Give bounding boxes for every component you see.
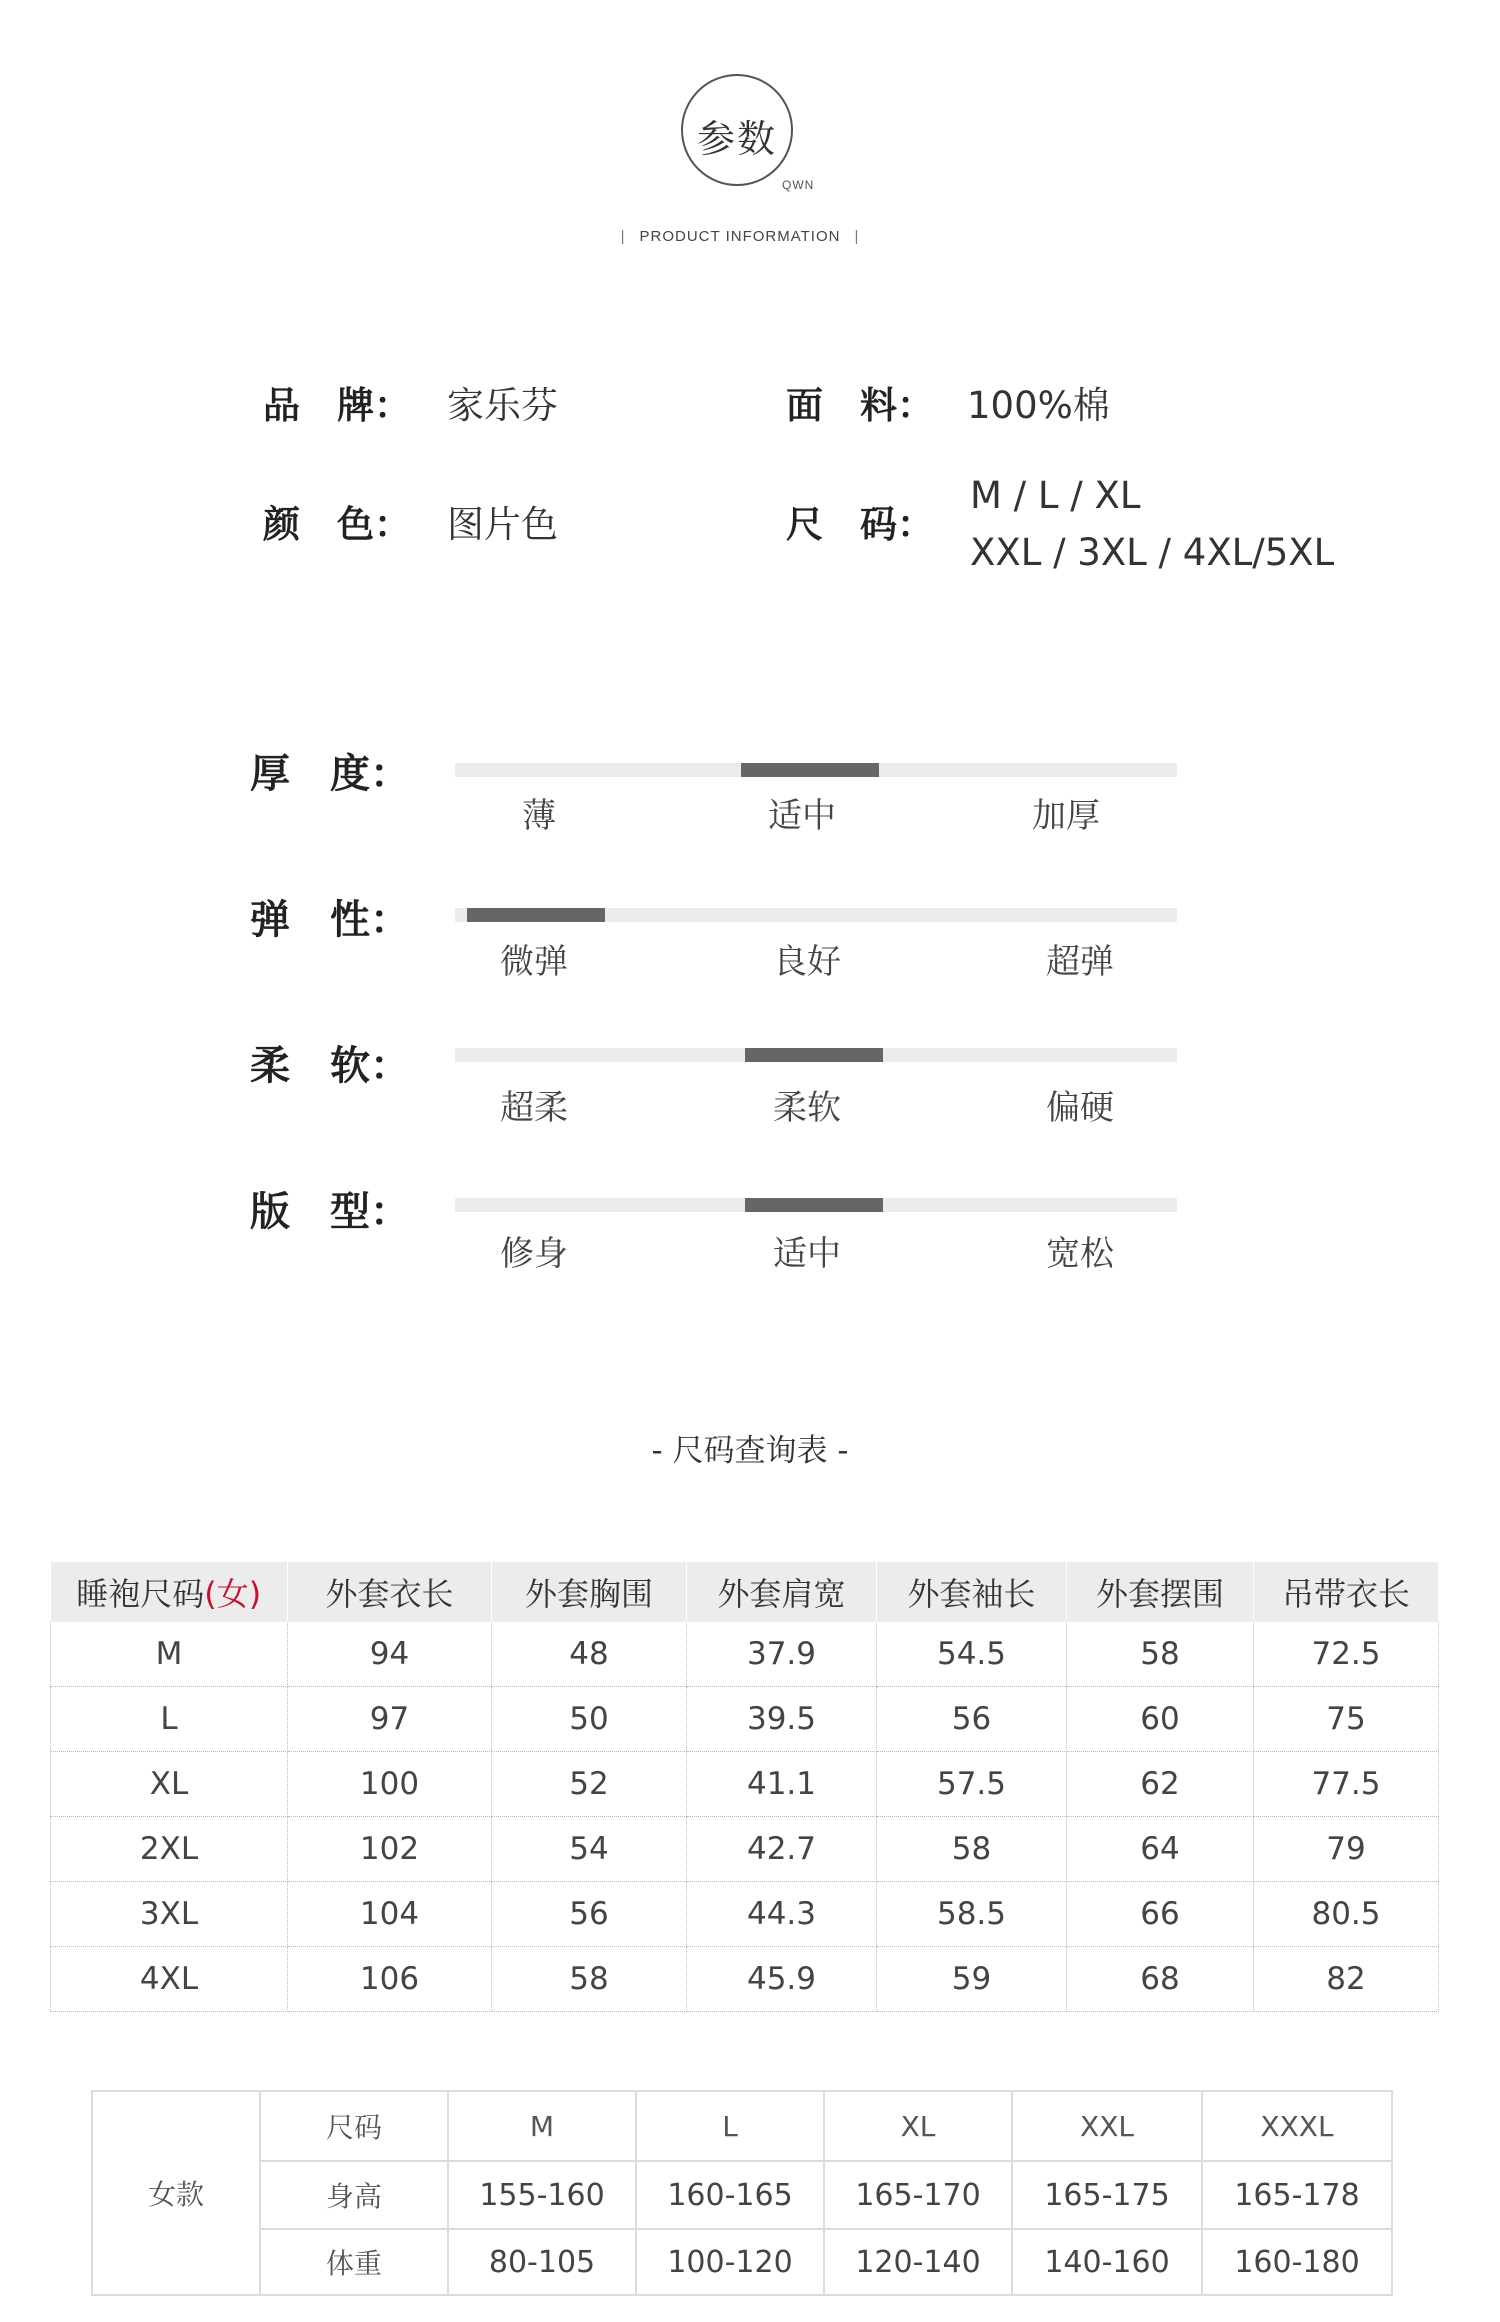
fit-option-2: 适中 — [773, 1234, 841, 1274]
size-chart-cell: 44.3 — [687, 1882, 877, 1947]
size-chart-cell: 41.1 — [687, 1752, 877, 1817]
size-chart-header-row — [51, 1562, 1439, 1622]
fit-cell: 155-160 — [448, 2161, 636, 2229]
size-chart-size-cell: L — [51, 1687, 288, 1752]
size-chart-cell: 54.5 — [877, 1622, 1067, 1687]
header-size-text: 睡袍尺码 — [76, 1575, 205, 1613]
elasticity-label: 弹 性： — [250, 897, 410, 943]
size-chart-cell: 48 — [492, 1622, 687, 1687]
fit-cell: 尺码 — [260, 2091, 448, 2161]
size-value-line2: XXL / 3XL / 4XL/5XL — [970, 531, 1335, 574]
size-chart-cell: 37.9 — [687, 1622, 877, 1687]
size-chart-cell: 77.5 — [1254, 1752, 1439, 1817]
fit-row-weight — [92, 2229, 1392, 2295]
size-chart-cell: 104 — [288, 1882, 492, 1947]
color-value: 图片色 — [447, 503, 558, 546]
fit-cell: M — [448, 2091, 636, 2161]
fit-cell: 80-105 — [448, 2229, 636, 2295]
size-chart-size-cell: 4XL — [51, 1947, 288, 2012]
fit-row-height — [92, 2161, 1392, 2229]
size-chart-cell: 66 — [1067, 1882, 1254, 1947]
thickness-label: 厚 度： — [250, 751, 410, 797]
fit-option-1: 修身 — [500, 1234, 568, 1274]
size-chart-cell: 52 — [492, 1752, 687, 1817]
elasticity-option-3: 超弹 — [1046, 942, 1114, 982]
size-chart-size-cell: 3XL — [51, 1882, 288, 1947]
thickness-option-1: 薄 — [522, 796, 556, 836]
caption-separator-right: | — [854, 228, 860, 245]
size-chart-cell: 58 — [877, 1817, 1067, 1882]
size-chart-cell: 80.5 — [1254, 1882, 1439, 1947]
fit-cell: 体重 — [260, 2229, 448, 2295]
size-chart-cell: 45.9 — [687, 1947, 877, 2012]
size-chart-row — [51, 1687, 1439, 1752]
fit-cell: 165-178 — [1202, 2161, 1392, 2229]
size-chart-cell: 106 — [288, 1947, 492, 2012]
size-chart-cell: 56 — [492, 1882, 687, 1947]
size-chart-cell: 58.5 — [877, 1882, 1067, 1947]
size-chart-row — [51, 1817, 1439, 1882]
fit-cell: 165-175 — [1012, 2161, 1202, 2229]
thickness-option-2: 适中 — [768, 796, 836, 836]
header-coat-shoulder: 外套肩宽 — [687, 1562, 877, 1622]
thickness-marker — [741, 763, 879, 777]
fit-category-women: 女款 — [92, 2091, 260, 2295]
size-chart-cell: 59 — [877, 1947, 1067, 2012]
header-slip-length: 吊带衣长 — [1254, 1562, 1439, 1622]
fabric-value: 100%棉 — [967, 384, 1110, 427]
size-value-line1: M / L / XL — [970, 474, 1141, 517]
fit-guide-table — [91, 2090, 1393, 2296]
size-chart-cell: 72.5 — [1254, 1622, 1439, 1687]
fit-cell: 身高 — [260, 2161, 448, 2229]
fit-row-size — [92, 2091, 1392, 2161]
size-chart-cell: 94 — [288, 1622, 492, 1687]
size-chart-cell: 68 — [1067, 1947, 1254, 2012]
fit-cell: XXL — [1012, 2091, 1202, 2161]
header-coat-hem: 外套摆围 — [1067, 1562, 1254, 1622]
fabric-label: 面 料： — [786, 384, 934, 427]
size-chart-cell: 57.5 — [877, 1752, 1067, 1817]
size-chart-cell: 79 — [1254, 1817, 1439, 1882]
elasticity-marker — [467, 908, 605, 922]
size-chart-cell: 62 — [1067, 1752, 1254, 1817]
size-chart-cell: 75 — [1254, 1687, 1439, 1752]
header-coat-sleeve: 外套袖长 — [877, 1562, 1067, 1622]
size-chart-row — [51, 1947, 1439, 2012]
size-chart-row — [51, 1882, 1439, 1947]
size-chart-cell: 42.7 — [687, 1817, 877, 1882]
size-chart-cell: 82 — [1254, 1947, 1439, 2012]
fit-cell: 160-165 — [636, 2161, 824, 2229]
elasticity-option-1: 微弹 — [500, 942, 568, 982]
size-chart-row — [51, 1622, 1439, 1687]
product-information-caption — [500, 228, 980, 245]
fit-cell: 160-180 — [1202, 2229, 1392, 2295]
color-label: 颜 色： — [263, 503, 411, 546]
header-coat-length: 外套衣长 — [288, 1562, 492, 1622]
size-chart-cell: 64 — [1067, 1817, 1254, 1882]
size-table-title: - 尺码查询表 - — [651, 1433, 849, 1469]
brand-value: 家乐芬 — [447, 384, 558, 427]
size-chart-size-cell: XL — [51, 1752, 288, 1817]
fit-cell: XXXL — [1202, 2091, 1392, 2161]
size-chart-cell: 56 — [877, 1687, 1067, 1752]
size-chart-cell: 60 — [1067, 1687, 1254, 1752]
size-chart-cell: 102 — [288, 1817, 492, 1882]
fit-cell: 100-120 — [636, 2229, 824, 2295]
size-chart-cell: 100 — [288, 1752, 492, 1817]
header-size-women — [51, 1562, 288, 1622]
fit-cell: 120-140 — [824, 2229, 1012, 2295]
header-badge-title: 参数 — [696, 117, 777, 161]
size-chart-size-cell: 2XL — [51, 1817, 288, 1882]
caption-separator-left: | — [620, 228, 626, 245]
fit-cell: 165-170 — [824, 2161, 1012, 2229]
brand-label: 品 牌： — [263, 384, 411, 427]
size-chart-row — [51, 1752, 1439, 1817]
caption-text: PRODUCT INFORMATION — [639, 228, 841, 245]
header-badge-subtitle: QWN — [782, 178, 815, 192]
fit-cell: 140-160 — [1012, 2229, 1202, 2295]
fit-marker — [745, 1198, 883, 1212]
fit-cell: L — [636, 2091, 824, 2161]
softness-marker — [745, 1048, 883, 1062]
softness-label: 柔 软： — [250, 1043, 410, 1089]
size-chart-size-cell: M — [51, 1622, 288, 1687]
thickness-option-3: 加厚 — [1032, 796, 1100, 836]
fit-cell: XL — [824, 2091, 1012, 2161]
size-chart-cell: 39.5 — [687, 1687, 877, 1752]
elasticity-option-2: 良好 — [773, 942, 841, 982]
size-chart-cell: 58 — [492, 1947, 687, 2012]
softness-option-1: 超柔 — [500, 1088, 568, 1128]
softness-option-2: 柔软 — [773, 1088, 841, 1128]
size-chart-cell: 54 — [492, 1817, 687, 1882]
header-women-tag: (女) — [204, 1575, 262, 1613]
size-chart-cell: 58 — [1067, 1622, 1254, 1687]
size-chart-cell: 97 — [288, 1687, 492, 1752]
size-chart-table — [50, 1562, 1439, 2012]
softness-option-3: 偏硬 — [1046, 1088, 1114, 1128]
fit-label: 版 型： — [250, 1189, 410, 1235]
fit-option-3: 宽松 — [1046, 1234, 1114, 1274]
size-label: 尺 码： — [786, 503, 934, 546]
size-chart-cell: 50 — [492, 1687, 687, 1752]
header-coat-chest: 外套胸围 — [492, 1562, 687, 1622]
